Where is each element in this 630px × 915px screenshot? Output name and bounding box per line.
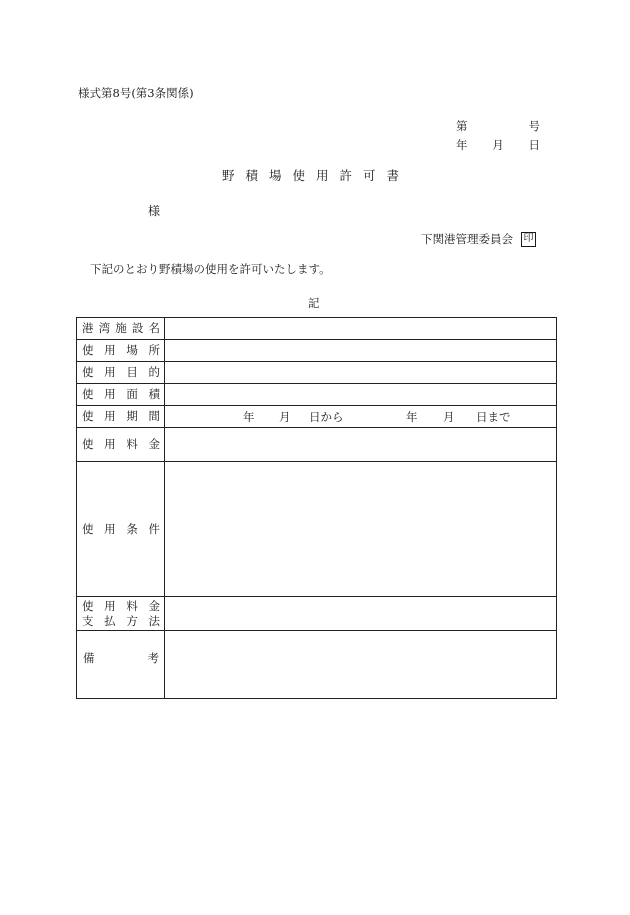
form-number: 様式第8号(第3条関係): [78, 86, 194, 100]
addressee-suffix: 様: [148, 204, 161, 218]
issue-number-suffix: 号: [528, 119, 540, 133]
label-usage-area: 使用面積: [77, 384, 165, 406]
date-day: 日: [528, 138, 540, 152]
ki-heading: 記: [308, 296, 320, 310]
value-usage-location[interactable]: [165, 340, 557, 362]
intro-text: 下記のとおり野積場の使用を許可いたします。: [90, 262, 331, 276]
value-payment-method[interactable]: [165, 597, 557, 631]
table-row: [77, 340, 557, 362]
period-to-month: 月: [443, 409, 455, 424]
date-year: 年: [456, 138, 468, 152]
period-from-day: 日から: [309, 409, 344, 424]
table-row: [77, 597, 557, 631]
value-usage-purpose[interactable]: [165, 362, 557, 384]
table-row: [77, 318, 557, 340]
issue-date-row: [456, 137, 540, 153]
period-to-day: 日まで: [476, 409, 511, 424]
label-facility-name: 港湾施設名: [77, 318, 165, 340]
period-line: [165, 409, 556, 425]
value-usage-fee[interactable]: [165, 428, 557, 462]
label-usage-conditions: 使用条件: [77, 462, 165, 597]
document-title: 野積場使用許可書: [222, 168, 411, 183]
remarks-label-end: 考: [147, 650, 159, 665]
value-usage-period[interactable]: [165, 406, 557, 428]
period-to-year: 年: [406, 409, 418, 424]
period-from-month: 月: [279, 409, 291, 424]
value-usage-area[interactable]: [165, 384, 557, 406]
label-remarks: [77, 631, 165, 699]
permit-table: [76, 317, 557, 699]
table-row: [77, 362, 557, 384]
label-payment-method: 使用料金 支払方法: [77, 597, 165, 631]
label-usage-fee: 使用料金: [77, 428, 165, 462]
label-usage-period: 使用期間: [77, 406, 165, 428]
issuer-block: [421, 231, 536, 247]
label-usage-location: 使用場所: [77, 340, 165, 362]
value-remarks[interactable]: [165, 631, 557, 699]
period-from-year: 年: [243, 409, 255, 424]
remarks-label-start: 備: [83, 650, 95, 665]
table-row: [77, 406, 557, 428]
table-row: [77, 428, 557, 462]
seal-stamp-icon: 印: [521, 232, 536, 247]
table-row: [77, 631, 557, 699]
issuer-name: 下関港管理委員会: [421, 232, 513, 246]
value-facility-name[interactable]: [165, 318, 557, 340]
date-month: 月: [492, 138, 504, 152]
value-usage-conditions[interactable]: [165, 462, 557, 597]
table-row: [77, 384, 557, 406]
table-row: [77, 462, 557, 597]
issue-number-prefix: 第: [456, 119, 468, 133]
label-usage-purpose: 使用目的: [77, 362, 165, 384]
issue-number-row: [456, 118, 540, 134]
